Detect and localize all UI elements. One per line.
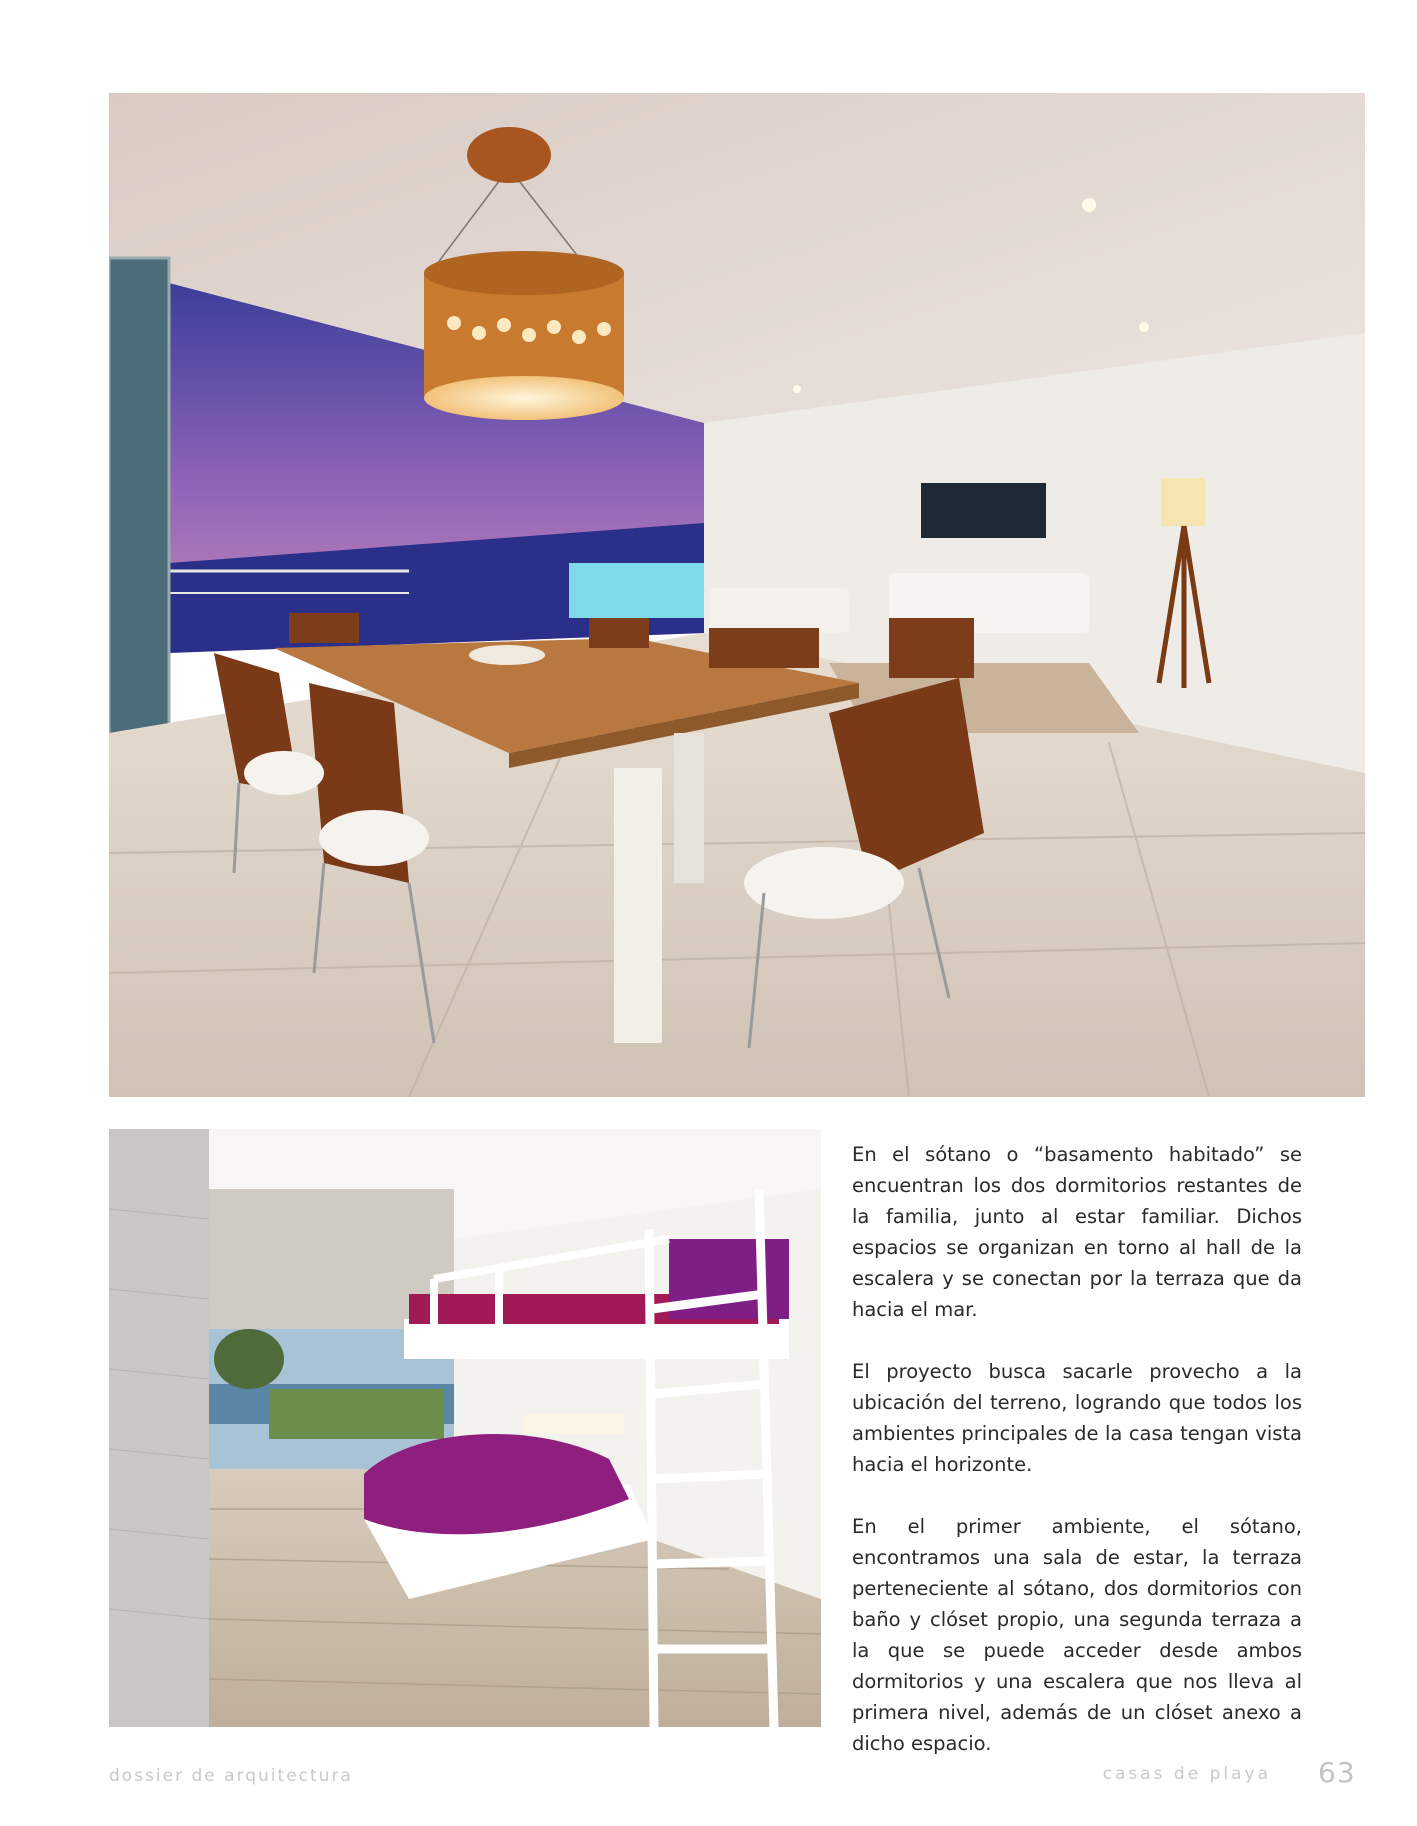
publication-name: dossier de arquitectura xyxy=(109,1766,353,1786)
dining-living-room-photo xyxy=(109,93,1365,1097)
bunk-bedroom-photo xyxy=(109,1129,821,1727)
paragraph-2: El proyecto busca sacarle provecho a la ubicación del terreno, logrando que todos los ambientes principales de la casa tengan vista hacia el horizonte. xyxy=(852,1360,1302,1476)
section-name: casas de playa xyxy=(1102,1764,1271,1784)
paragraph-1: En el sótano o “basamento habitado” se encuentran los dos dormitorios restantes de la familia, junto al estar familiar. Dichos espacios se organizan en torno al hall de la escalera y se conectan por la terraza que da hacia el mar. xyxy=(852,1143,1302,1321)
page-number: 63 xyxy=(1318,1756,1356,1789)
paragraph-3: En el primer ambiente, el sótano, encontramos una sala de estar, la terraza perteneciente al sótano, dos dormitorios con baño y clóset propio, una segunda terraza a la que se puede acceder desde ambos dormitorios y una escalera que nos lleva al primera nivel, además de un clóset anexo a dicho espacio. xyxy=(852,1515,1302,1755)
article-body xyxy=(852,1139,1302,1759)
